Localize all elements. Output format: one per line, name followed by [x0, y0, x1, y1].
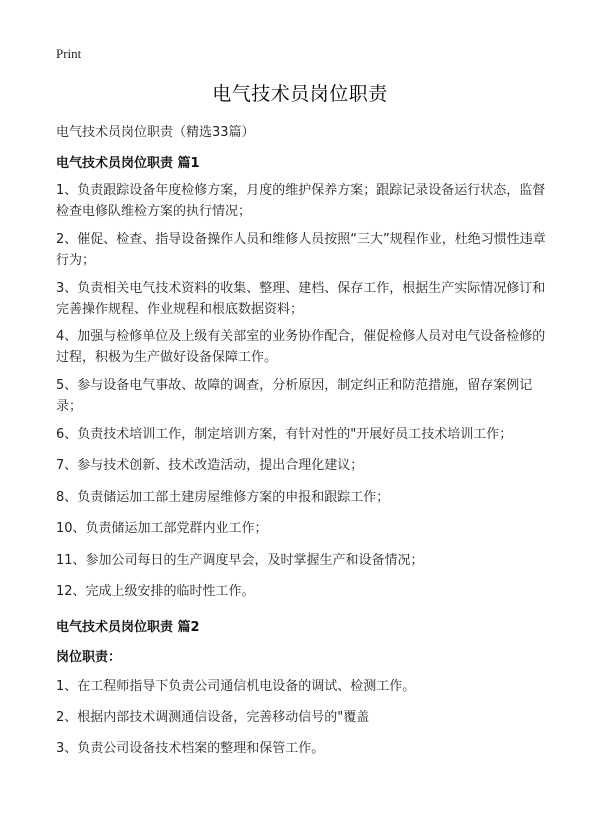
list-item: 5、参与设备电气事故、故障的调查，分析原因，制定纠正和防范措施，留存案例记录；	[56, 378, 533, 414]
section-subheading: 岗位职责：	[56, 650, 122, 665]
list-item: 12、完成上级安排的临时性工作。	[56, 584, 255, 599]
list-item: 10、负责储运加工部党群内业工作；	[56, 521, 268, 536]
list-item: 7、参与技术创新、技术改造活动，提出合理化建议；	[56, 458, 364, 473]
list-item: 11、参加公司每日的生产调度早会，及时掌握生产和设备情况；	[56, 553, 424, 568]
print-label: Print	[56, 46, 82, 61]
section-heading-1: 电气技术员岗位职责 篇1	[56, 156, 200, 171]
list-item: 3、负责公司设备技术档案的整理和保管工作。	[56, 741, 325, 756]
list-item: 4、加强与检修单位及上级有关部室的业务协作配合，催促检修人员对电气设备检修的过程，积极为生产做好设备保障工作。	[56, 329, 546, 365]
section-heading-2: 电气技术员岗位职责 篇2	[56, 620, 200, 635]
list-item: 6、负责技术培训工作，制定培训方案，有针对性的"开展好员工技术培训工作；	[56, 427, 513, 442]
list-item: 2、根据内部技术调测通信设备，完善移动信号的"覆盖	[56, 710, 370, 725]
page-title: 电气技术员岗位职责	[212, 83, 388, 105]
list-item: 1、在工程师指导下负责公司通信机电设备的调试、检测工作。	[56, 679, 416, 694]
list-item: 3、负责相关电气技术资料的收集、整理、建档、保存工作，根据生产实际情况修订和完善操作规程、作业规程和根底数据资料；	[56, 281, 546, 317]
document-subtitle: 电气技术员岗位职责（精选33篇）	[56, 125, 255, 140]
list-item: 8、负责储运加工部土建房屋维修方案的申报和跟踪工作；	[56, 490, 390, 505]
list-item: 2、催促、检查、指导设备操作人员和维修人员按照“三大”规程作业，杜绝习惯性违章行为；	[56, 232, 546, 268]
list-item: 1、负责跟踪设备年度检修方案，月度的维护保养方案；跟踪记录设备运行状态，监督检查电修队维检方案的执行情况；	[56, 183, 546, 219]
